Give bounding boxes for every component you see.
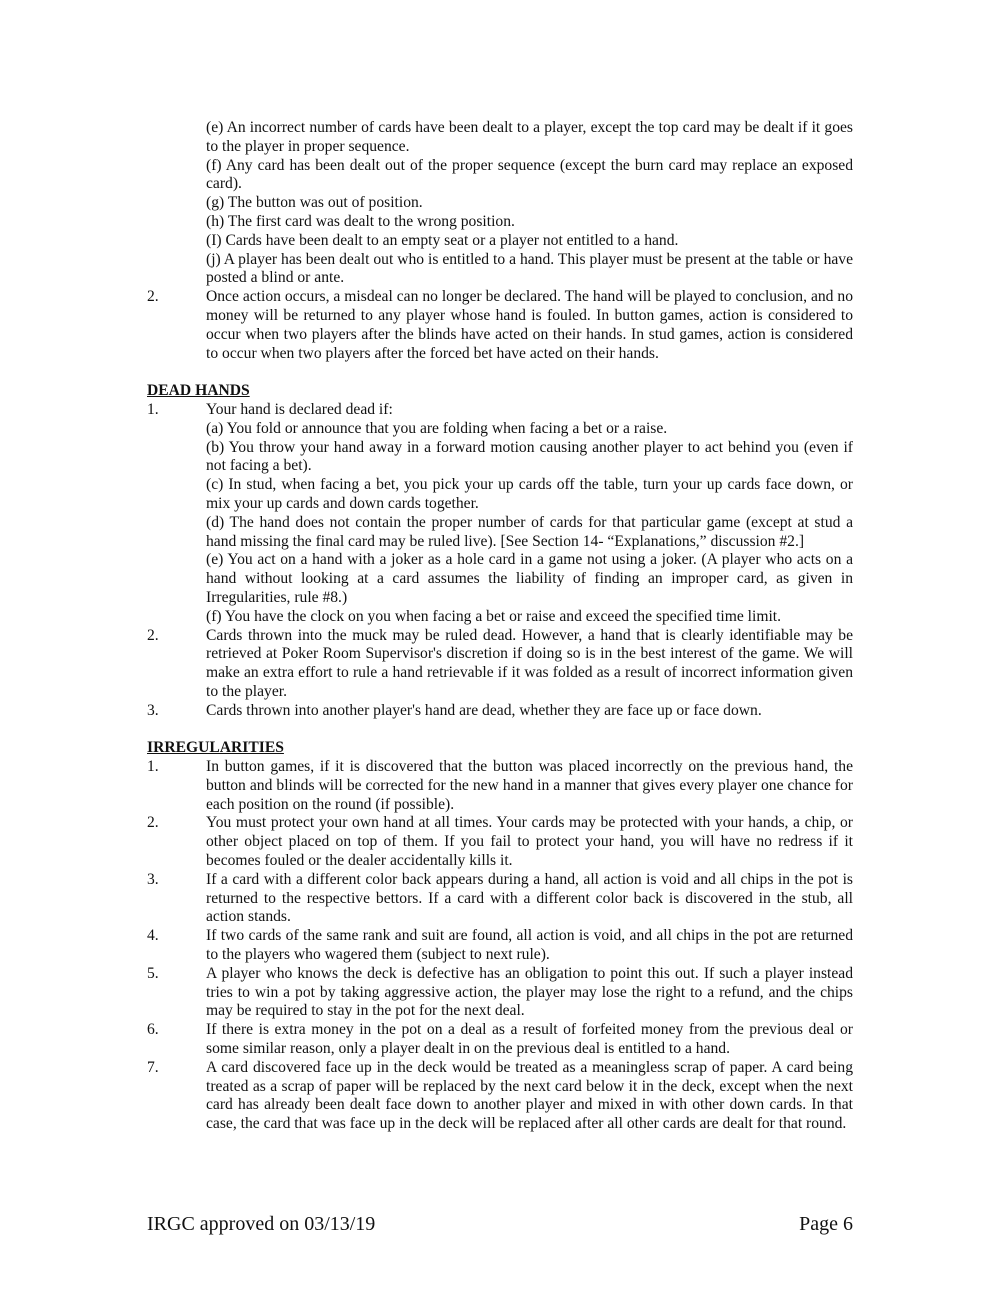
rule-number: 3. xyxy=(147,701,159,719)
irregularities-heading: IRREGULARITIES xyxy=(147,739,284,757)
dead-hands-rule-3 xyxy=(147,702,853,721)
rule-number: 2. xyxy=(147,814,159,832)
rule-text: You must protect your own hand at all times. Your cards may be protected with your hands, a chip, or other object placed on top of them. If you fail to protect your hand, you will have no redress if it becomes fouled or the dealer accidentally kills it. xyxy=(206,814,853,870)
irregularities-rule-2 xyxy=(147,814,853,870)
rule-number: 3. xyxy=(147,870,159,888)
rule-number: 5. xyxy=(147,964,159,982)
irregularities-rule-7 xyxy=(147,1059,853,1134)
rule-number: 2. xyxy=(147,288,159,306)
dead-hands-sub-item-f: (f) You have the clock on you when facing a bet or raise and exceed the specified time limit. xyxy=(206,607,782,625)
irregularities-rule-6 xyxy=(147,1021,853,1059)
approval-date: IRGC approved on 03/13/19 xyxy=(147,1213,376,1235)
rule-number: 6. xyxy=(147,1021,159,1039)
dead-hands-sub-item-a: (a) You fold or announce that you are folding when facing a bet or a raise. xyxy=(206,419,668,437)
irregularities-rule-5 xyxy=(147,965,853,1021)
dead-hands-heading: DEAD HANDS xyxy=(147,382,250,400)
misdeal-sub-item-f: (f) Any card has been dealt out of the proper sequence (except the burn card may replace an exposed card). xyxy=(206,156,853,193)
page-number: Page 6 xyxy=(799,1213,853,1235)
rule-number: 2. xyxy=(147,626,159,644)
dead-hands-sub-item-c: (c) In stud, when facing a bet, you pick your up cards off the table, turn your up cards face down, or mix your up cards and down cards together. xyxy=(206,476,853,512)
dead-hands-rule-1 xyxy=(147,401,853,420)
misdeal-sub-item-e: (e) An incorrect number of cards have been dealt to a player, except the top card may be dealt if it goes to the player in proper sequence. xyxy=(206,119,853,155)
misdeal-sub-item-h: (h) The first card was dealt to the wrong position. xyxy=(206,212,515,230)
rule-text: Your hand is declared dead if: xyxy=(206,400,393,418)
irregularities-rule-4 xyxy=(147,927,853,965)
irregularities-rule-3 xyxy=(147,871,853,927)
rule-text: If two cards of the same rank and suit are found, all action is void, and all chips in the pot are returned to the players who wagered them (subject to next rule). xyxy=(206,927,853,964)
dead-hands-sub-item-e: (e) You act on a hand with a joker as a hole card in a game not using a joker. (A player who acts on a hand without looking at a card assumes the liability of finding an improper card, as given in Irregularities, rule #8.) xyxy=(206,551,853,606)
dead-hands-rule-2 xyxy=(147,627,853,702)
rule-text: If there is extra money in the pot on a deal as a result of forfeited money from the previous deal or some similar reason, only a player dealt in on the previous deal is entitled to a hand. xyxy=(206,1021,853,1058)
rule-text: Once action occurs, a misdeal can no longer be declared. The hand will be played to conclusion, and no money will be returned to any player whose hand is fouled. In button games, action is considered to occur when two players after the blinds have acted on their hands. In stud games, action is considered to occur when two players after the forced bet have acted on their hands. xyxy=(206,288,853,362)
dead-hands-sub-item-b: (b) You throw your hand away in a forward motion causing another player to act behind you (even if not facing a bet). xyxy=(206,438,853,475)
rule-text: A player who knows the deck is defective has an obligation to point this out. If such a player instead tries to win a pot by taking aggressive action, the player may lose the right to a refund, and the chips may be required to stay in the pot for the next deal. xyxy=(206,964,853,1020)
misdeal-sub-item-i: (I) Cards have been dealt to an empty seat or a player not entitled to a hand. xyxy=(206,231,679,249)
misdeal-sub-item-j: (j) A player has been dealt out who is entitled to a hand. This player must be present at the table or have posted a blind or ante. xyxy=(206,250,853,287)
rule-text: Cards thrown into another player's hand are dead, whether they are face up or face down. xyxy=(206,701,762,719)
irregularities-rule-1 xyxy=(147,758,853,814)
misdeal-rule-2 xyxy=(147,288,853,363)
rule-number: 1. xyxy=(147,758,159,776)
dead-hands-sub-item-d: (d) The hand does not contain the proper number of cards for that particular game (except at stud a hand missing the final card may be ruled live). [See Section 14- “Explanations,” discussion #2.] xyxy=(206,513,853,550)
rule-text: If a card with a different color back appears during a hand, all action is void and all chips in the pot is returned to the respective bettors. If a card with a different color back is discovered in the stub, all action stands. xyxy=(206,870,853,926)
rule-number: 7. xyxy=(147,1058,159,1076)
document-body xyxy=(147,119,853,1134)
rule-text: In button games, if it is discovered that the button was placed incorrectly on the previous hand, the button and blinds will be corrected for the new hand in a manner that gives every player one chance for each position on the round (if possible). xyxy=(206,758,853,813)
rule-number: 4. xyxy=(147,927,159,945)
misdeal-sub-item-g: (g) The button was out of position. xyxy=(206,194,423,212)
rule-text: A card discovered face up in the deck would be treated as a meaningless scrap of paper. A card being treated as a scrap of paper will be replaced by the next card below it in the deck, except when the next card has already been dealt face down to another player and mixed in with other down cards. In that case, the card that was face up in the deck will be replaced after all other cards are dealt for that round. xyxy=(206,1058,853,1133)
rule-text: Cards thrown into the muck may be ruled dead. However, a hand that is clearly identifiable may be retrieved at Poker Room Supervisor's discretion if doing so is in the best interest of the game. We will make an extra effort to rule a hand retrievable if it was folded as a result of incorrect information given to the player. xyxy=(206,626,853,700)
rule-number: 1. xyxy=(147,400,159,418)
